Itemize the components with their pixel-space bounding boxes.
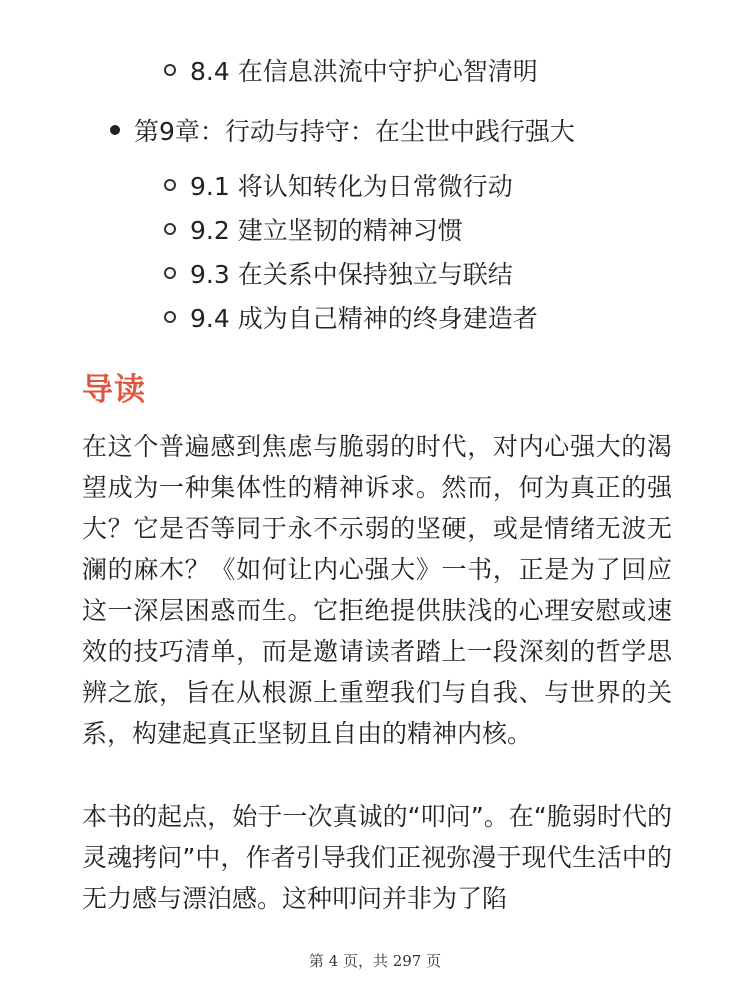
hollow-bullet-icon	[164, 267, 176, 279]
hollow-bullet-icon	[164, 179, 176, 191]
paragraph: 本书的起点，始于一次真诚的“叩问”。在“脆弱时代的灵魂拷问”中，作者引导我们正视弥漫于现代生活中的无力感与漂泊感。这种叩问并非为了陷	[82, 802, 672, 913]
toc-item-label: 9.4 成为自己精神的终身建造者	[190, 304, 538, 333]
page-number: 第 4 页，共 297 页	[308, 952, 442, 970]
paragraph: 在这个普遍感到焦虑与脆弱的时代，对内心强大的渴望成为一种集体性的精神诉求。然而，何为真正的强大？它是否等同于永不示弱的坚硬，或是情绪无波无澜的麻木？《如何让内心强大》一书，正是为了回应这一深层困惑而生。它拒绝提供肤浅的心理安慰或速效的技巧清单，而是邀请读者踏上一段深刻的哲学思辨之旅，旨在从根源上重塑我们与自我、与世界的关系，构建起真正坚韧且自由的精神内核。	[82, 432, 672, 748]
toc-item-label: 9.2 建立坚韧的精神习惯	[190, 216, 463, 245]
toc-item-label: 8.4 在信息洪流中守护心智清明	[190, 57, 538, 86]
toc-chapter-label: 第9章：行动与持守：在尘世中践行强大	[134, 117, 575, 146]
toc-item[interactable]	[164, 207, 463, 251]
hollow-bullet-icon	[164, 223, 176, 235]
filled-bullet-icon	[110, 125, 120, 135]
hollow-bullet-icon	[164, 311, 176, 323]
toc-chapter-item[interactable]	[110, 108, 575, 152]
toc-item-label: 9.1 将认知转化为日常微行动	[190, 172, 513, 201]
toc-item[interactable]	[164, 48, 538, 92]
hollow-bullet-icon	[164, 64, 176, 76]
toc-item-label: 9.3 在关系中保持独立与联结	[190, 260, 513, 289]
section-heading: 导读	[82, 372, 146, 408]
toc-item[interactable]	[164, 163, 513, 207]
toc-item[interactable]	[164, 295, 538, 339]
toc-item[interactable]	[164, 251, 513, 295]
